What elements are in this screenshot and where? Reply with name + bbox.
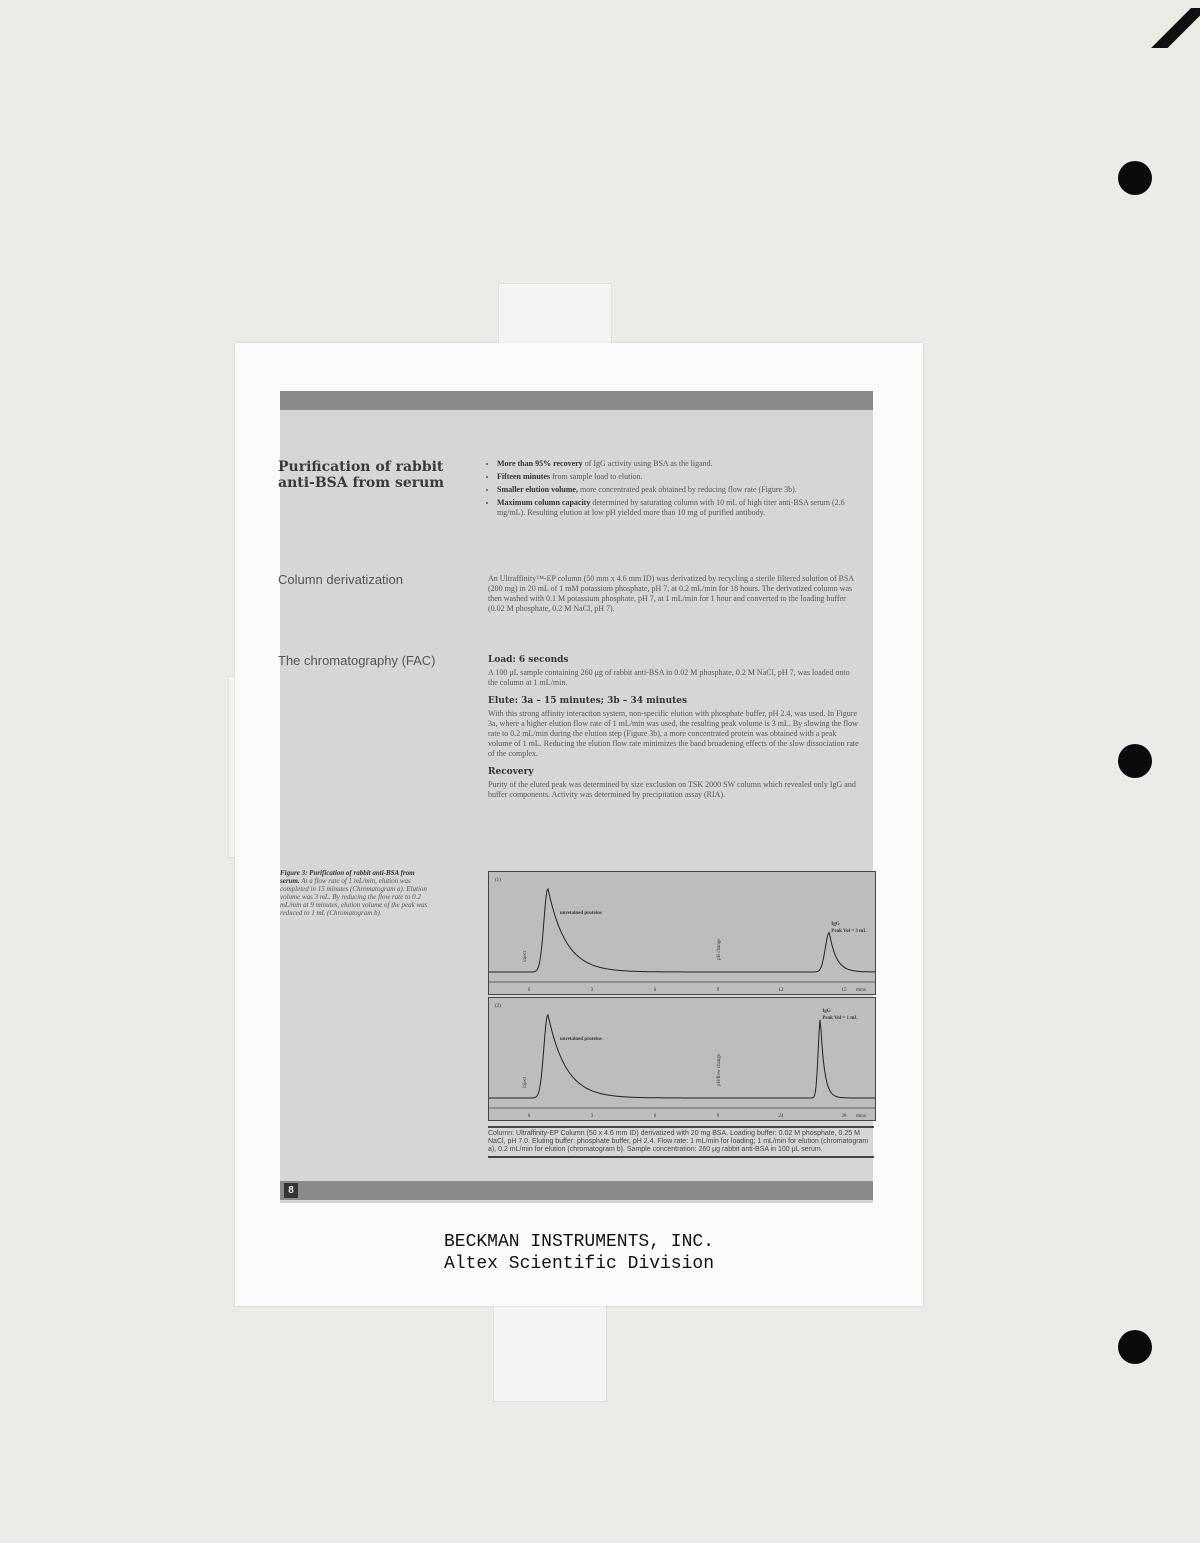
brochure-title: Purification of rabbit anti-BSA from serum (278, 459, 445, 491)
division-name: Altex Scientific Division (443, 1254, 715, 1274)
unretained-proteins-label: unretained proteins (559, 911, 602, 916)
bullet-item (497, 485, 860, 495)
bullet-lead: Maximum column capacity (497, 498, 591, 507)
x-tick-label: 3 (590, 988, 594, 993)
elute-text: With this strong affinity interaction system, non-specific elution with phosphate buffer, pH 2.4, was used. In Figure 3a, where a higher elution flow rate of 1 mL/min was used, the resulting peak volume is 3 mL. By slowing the flow rate to 0.2 mL/min during the elution step (Figure 3b), a more concentrated protein was obtained with a peak volume of 1 mL. Reducing the elution flow rate minimizes the band broadening effects of the slow dissociation rate of the complex. (488, 709, 859, 758)
bullet-text: of IgG activity using BSA as the ligand. (582, 459, 713, 468)
x-axis-unit: mins (856, 1114, 866, 1119)
tape-bottom (493, 1300, 607, 1402)
peak-volume-label: Peak Vol = 1 mL (822, 1016, 858, 1021)
heading-chromatography: The chromatography (FAC) (278, 653, 436, 668)
chromatogram-trace (489, 1015, 875, 1098)
derivatization-text: An Ultraffinity™-EP column (50 mm x 4.6 mm ID) was derivatized by recycling a sterile filtered solution of BSA (200 mg) in 20 mL of 1 mM potassium phosphate, pH 7, at 0.2 mL/min for 18 hours. The derivatized column was then washed with 0.1 M potassium phosphate, pH 7, at 1 mL/min for 1 hour and converted to the loading buffer (0.02 M phosphate, 0.2 M NaCl, pH 7). (488, 574, 854, 613)
bullet-list (488, 459, 860, 518)
inject-label: inject (523, 950, 528, 962)
igg-label: IgG (831, 922, 840, 927)
top-band (280, 391, 873, 410)
x-tick-label: 6 (653, 988, 657, 993)
bullet-lead: More than 95% recovery (497, 459, 583, 468)
panel-label: (2) (495, 1004, 501, 1009)
company-stamp (235, 1231, 923, 1275)
x-tick-label: 9 (716, 1114, 720, 1119)
chromatogram-a-plot (489, 872, 875, 994)
figure-caption-body: At a flow rate of 1 mL/min, elution was completed in 15 minutes (Chromatogram a). Elution volume was 3 mL. By reducing the flow rate to 0.2 mL/min at 9 minutes, elution volume of the peak was reduced to 1 mL (Chromatogram b). (280, 877, 428, 917)
binder-hole-bottom (1118, 1330, 1152, 1364)
x-tick-label: 9 (716, 988, 720, 993)
x-tick-label: 3 (590, 1114, 594, 1119)
x-tick-label: 28 (841, 1114, 847, 1119)
figure-caption (280, 869, 430, 917)
recovery-heading: Recovery (488, 767, 534, 777)
bullet-text: determined by saturating column with 10 mL of high titer anti-BSA serum (2.6 mg/mL). Resulting elution at low pH yielded more than 10 mg of purified antibody. (497, 498, 845, 517)
key-points (488, 459, 860, 521)
bullet-item (497, 459, 860, 469)
bullet-text: more concentrated peak obtained by reducing flow rate (Figure 3b). (577, 485, 797, 494)
x-tick-label: 24 (778, 1114, 784, 1119)
chromatogram-trace (489, 889, 875, 972)
heading-column-derivatization: Column derivatization (278, 572, 404, 587)
chromatogram-b-plot (489, 998, 875, 1120)
bullet-lead: Smaller elution volume, (497, 485, 578, 494)
binder-hole-top (1118, 161, 1152, 195)
x-tick-label: 0 (527, 988, 531, 993)
x-tick-label: 0 (527, 1114, 531, 1119)
bullet-item (497, 472, 860, 482)
bullet-lead: Fifteen minutes (497, 472, 551, 481)
load-text: A 100 μL sample containing 260 μg of rabbit anti-BSA in 0.02 M phosphate, 0.2 M NaCl, pH 7, was loaded onto the column at 1 mL/min. (488, 668, 850, 687)
ph-change-label: pH change (717, 938, 722, 960)
x-axis-unit: mins (856, 988, 866, 993)
recovery-text: Purity of the eluted peak was determined by size exclusion on TSK 2000 SW column which revealed only IgG and buffer components. Activity was determined by precipitation assay (RIA). (488, 780, 856, 799)
unretained-proteins-label: unretained proteins (559, 1037, 602, 1042)
ph-change-label: pH/flow change (717, 1053, 722, 1086)
inject-label: inject (523, 1076, 528, 1088)
x-tick-label: 15 (841, 988, 847, 993)
chromatogram-b (488, 997, 876, 1121)
bullet-text: from sample load to elution. (550, 472, 643, 481)
bullet-item (497, 498, 860, 518)
peak-volume-label: Peak Vol = 3 mL (831, 929, 867, 934)
x-tick-label: 12 (778, 988, 784, 993)
attached-brochure-photo (235, 343, 923, 1306)
binder-hole-middle (1118, 744, 1152, 778)
x-tick-label: 6 (653, 1114, 657, 1119)
igg-label: IgG (822, 1009, 831, 1014)
panel-label: (1) (495, 878, 501, 883)
figure-caption-title: Figure 3: Purification of rabbit anti-BSA from serum. (280, 869, 415, 885)
torn-corner-mark (1130, 8, 1200, 48)
load-heading: Load: 6 seconds (488, 655, 569, 665)
chromatography-text (488, 647, 860, 800)
company-name: BECKMAN INSTRUMENTS, INC. (443, 1232, 715, 1252)
bottom-band (280, 1181, 873, 1200)
elute-heading: Elute: 3a – 15 minutes; 3b – 34 minutes (488, 696, 688, 706)
figure-conditions-note: Column: Ultraffinity-EP Column (50 x 4.6 mm ID) derivatized with 20 mg BSA. Loading buffer: 0.02 M phosphate, 0.25 M NaCl, pH 7.0. Eluting buffer: phosphate buffer, pH 2.4. Flow rate: 1 mL/min for loading; 1 mL/min for elution (chromatogram a), 0.2 mL/min for elution (chromatogram b). Sample concentration: 260 μg rabbit anti-BSA in 100 μL serum. (488, 1126, 874, 1158)
chromatogram-a (488, 871, 876, 995)
brochure-page (280, 391, 873, 1203)
page-number: 8 (284, 1183, 298, 1198)
